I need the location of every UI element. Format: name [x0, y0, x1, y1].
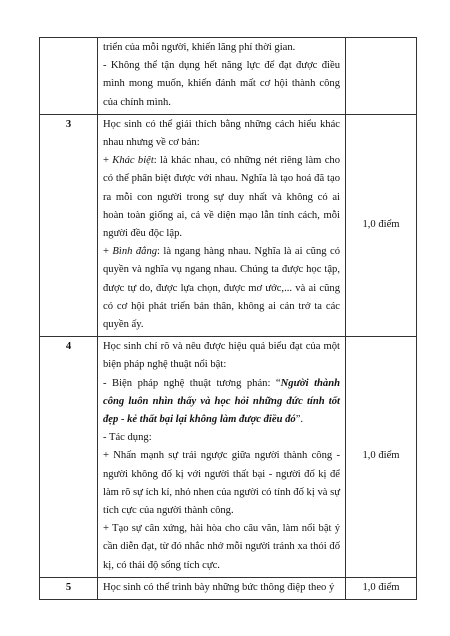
- table-row: [40, 114, 417, 336]
- row-number: [40, 38, 98, 115]
- device-quote: Người thành công luôn nhìn thấy và học hỏi những đức tính tốt đẹp - kẻ thất bại lại không làm được điều đó: [103, 377, 340, 426]
- term-definition: : là khác nhau, có những nét riêng làm cho có thể phân biệt được với nhau. Nghĩa là tạo hoá đã tạo ra mỗi con người trong sự duy nhất và không có ai hoàn toàn giống ai, cả về diện mạo lẫn tính cách, mỗi người đều độc lập.: [103, 155, 340, 240]
- content-line: triển của mỗi người, khiến lãng phí thời gian.: [103, 42, 296, 53]
- term-definition: : là ngang hàng nhau. Nghĩa là ai cũng có quyền và nghĩa vụ ngang nhau. Chúng ta được học tập, được tự do, được lựa chọn, được mơ ước,... và ai cũng có cơ hội phát triển bản thân, không ai cản trở ta các quyền ấy.: [103, 246, 340, 331]
- term-label: Khác biệt: [112, 155, 154, 167]
- row-number: 5: [40, 577, 98, 599]
- effect-label: - Tác dụng:: [103, 432, 152, 444]
- row-content: [98, 337, 346, 578]
- table-row: [40, 577, 417, 599]
- term-label: Bình đẳng: [112, 246, 158, 258]
- intro-text: Học sinh có thể giải thích bằng những cách hiểu khác nhau nhưng về cơ bản:: [103, 118, 340, 149]
- row-content: [98, 114, 346, 336]
- row-number: 3: [40, 114, 98, 336]
- device-suffix: ”.: [295, 414, 304, 426]
- intro-text: Học sinh chỉ rõ và nêu được hiệu quả biểu đạt của một biện pháp nghệ thuật nổi bật:: [103, 341, 340, 371]
- table-row: [40, 38, 417, 115]
- term-item: + Bình đẳng: là ngang hàng nhau. Nghĩa là ai cũng có quyền và nghĩa vụ ngang nhau. Chúng ta được học tập, được tự do, được lựa chọn, được mơ ước,... và ai cũng có cơ hội phát triển bản thân, không ai cản trở ta các quyền ấy.: [103, 246, 340, 331]
- row-number: 4: [40, 337, 98, 578]
- device-line: [103, 375, 340, 430]
- score-cell: 1,0 điểm: [346, 114, 417, 336]
- row-content: [98, 38, 346, 115]
- intro-text: Học sinh có thể trình bày những bức thông điệp theo ý: [103, 581, 335, 593]
- device-prefix: - Biện pháp nghệ thuật tương phản: “: [103, 377, 281, 389]
- term-item: + Khác biệt: là khác nhau, có những nét riêng làm cho có thể phân biệt được với nhau. Nghĩa là tạo hoá đã tạo ra mỗi con người trong sự duy nhất và không có ai hoàn toàn giống ai, cả về diện mạo lẫn tính cách, mỗi người đều độc lập.: [103, 155, 340, 240]
- effect-item: + Tạo sự cân xứng, hài hòa cho câu văn, làm nổi bật ý cần diễn đạt, từ đó nhắc nhở mỗi người tránh xa thói đố kị, có thái độ sống tích cực.: [103, 523, 340, 571]
- score-cell: 1,0 điểm: [346, 337, 417, 578]
- score-cell: 1,0 điểm: [346, 577, 417, 599]
- row-content: [98, 577, 346, 599]
- content-line: - Không thể tận dụng hết năng lực để đạt được điều mình mong muốn, khiến đánh mất cơ hội thành công của chính mình.: [103, 60, 340, 108]
- effect-item: + Nhấn mạnh sự trái ngược giữa người thành công - người không đố kị với người thất bại - người đố kị để làm rõ sự ích kỉ, nhỏ nhen của người có tính đố kị và sự tích cực của người thành công.: [103, 450, 340, 517]
- answer-table: [39, 37, 417, 600]
- score-cell: [346, 38, 417, 115]
- table-row: [40, 337, 417, 578]
